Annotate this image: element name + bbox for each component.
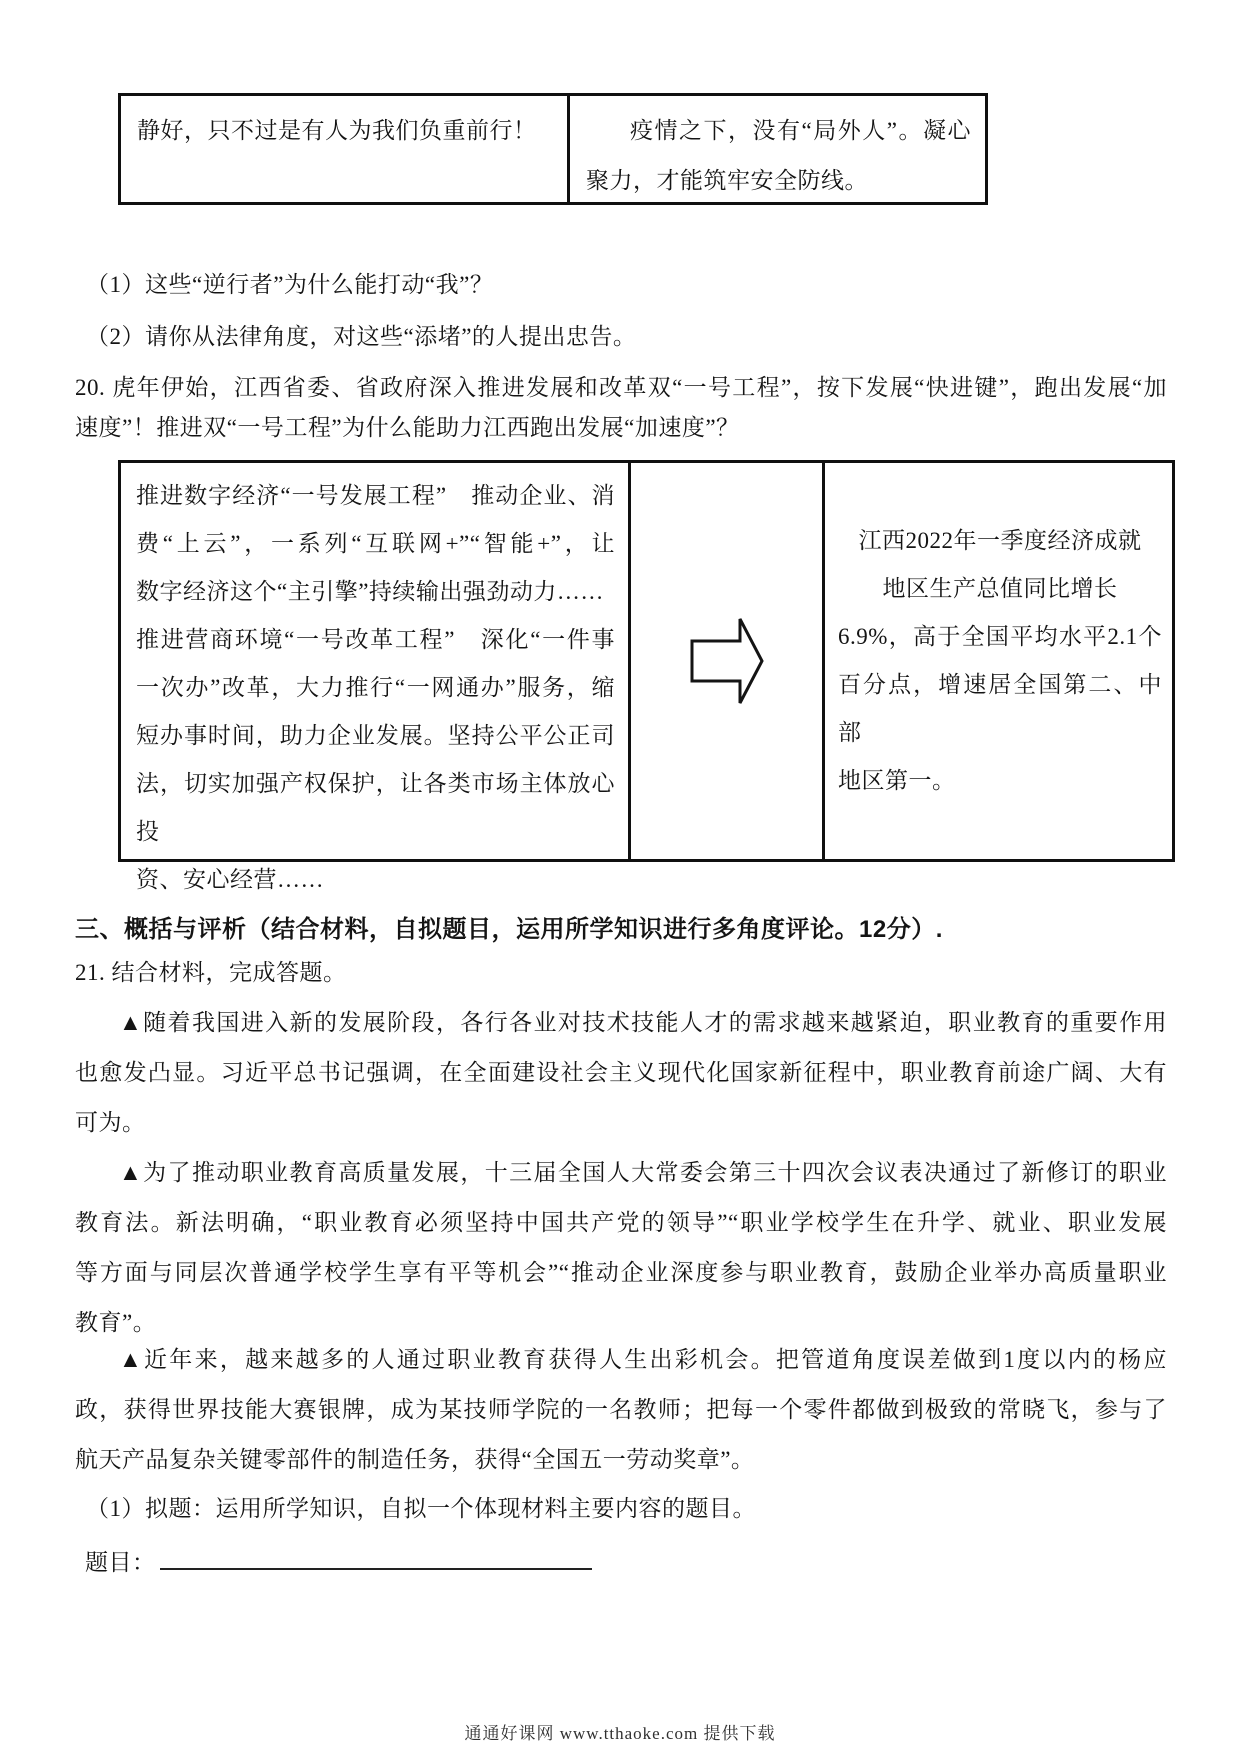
intro-table-left-cell [121, 96, 570, 202]
intro-right-line: 疫情之下，没有“局外人”。凝心 [630, 118, 971, 143]
title-answer-row [85, 1546, 592, 1577]
page-footer: 通通好课网 www.tthaoke.com 提供下载 [464, 1724, 776, 1743]
title-label: 题目： [85, 1550, 156, 1575]
question-20-stem-line: 速度”！推进双“一号工程”为什么能助力江西跑出发展“加速度”？ [75, 415, 740, 440]
q20-measures-line: 数字经济这个“主引擎”持续输出强劲动力…… [136, 579, 604, 604]
q20-measures-line: 短办事时间，助力企业发展。坚持公平公正司 [136, 723, 615, 748]
q20-measures-line: 法，切实加强产权保护，让各类市场主体放心投 [136, 771, 615, 844]
q21-material-line: 政，获得世界技能大赛银牌，成为某技师学院的一名教师；把每一个零件都做到极致的常晓飞，参与了 [75, 1397, 1167, 1422]
q20-result-line: 地区第一。 [838, 768, 956, 793]
q21-material-line: ▲为了推动职业教育高质量发展，十三届全国人大常委会第三十四次会议表决通过了新修订的职业 [119, 1160, 1167, 1185]
q21-material-line: 可为。 [75, 1110, 146, 1135]
intro-table-right-cell [570, 96, 985, 202]
question-20-stem-line: 20. 虎年伊始，江西省委、省政府深入推进发展和改革双“一号工程”，按下发展“快进键”，跑出发展“加 [75, 375, 1167, 400]
q20-measures-line: 费“上云”，一系列“互联网+”“智能+”，让 [136, 531, 615, 556]
intro-quote-table [118, 93, 988, 205]
q20-result-line: 6.9%，高于全国平均水平2.1个 [838, 624, 1162, 649]
q21-material-line: 教育”。 [75, 1310, 157, 1335]
q20-measures-line: 推进数字经济“一号发展工程” 推动企业、消 [136, 483, 615, 508]
question-21-intro: 21. 结合材料，完成答题。 [75, 960, 347, 985]
intro-right-line: 聚力，才能筑牢安全防线。 [586, 168, 868, 193]
q20-measures-line: 资、安心经营…… [136, 867, 324, 892]
q20-measures-line: 一次办”改革，大力推行“一网通办”服务，缩 [136, 675, 615, 700]
section-three-heading: 三、概括与评析（结合材料，自拟题目，运用所学知识进行多角度评论。12分）. [75, 916, 943, 943]
q21-material-line: 航天产品复杂关键零部件的制造任务，获得“全国五一劳动奖章”。 [75, 1447, 755, 1472]
q21-material-line: 等方面与同层次普通学校学生享有平等机会”“推动企业深度参与职业教育，鼓励企业举办高质量职业 [75, 1260, 1167, 1285]
right-block-arrow-icon [690, 615, 764, 707]
q21-material-line: ▲随着我国进入新的发展阶段，各行各业对技术技能人才的需求越来越紧迫，职业教育的重要作用 [119, 1010, 1167, 1035]
question-19-part2: （2）请你从法律角度，对这些“添堵”的人提出忠告。 [86, 324, 637, 349]
q21-material-line: ▲近年来，越来越多的人通过职业教育获得人生出彩机会。把管道角度误差做到1度以内的杨应 [119, 1347, 1167, 1372]
intro-left-text: 静好，只不过是有人为我们负重前行！ [137, 118, 537, 143]
q20-result-cell [825, 463, 1172, 859]
q20-measures-cell [121, 463, 631, 892]
q21-material-3 [75, 1335, 1167, 1485]
q20-result-line: 百分点，增速居全国第二、中部 [838, 672, 1162, 745]
question-20-table [118, 460, 1175, 892]
question-19-part1: （1）这些“逆行者”为什么能打动“我”？ [86, 272, 494, 297]
q21-material-1 [75, 998, 1167, 1148]
q20-result-line: 江西2022年一季度经济成就 [858, 528, 1142, 553]
question-20-stem [75, 368, 1167, 448]
q20-result-line: 地区生产总值同比增长 [882, 576, 1118, 601]
q20-arrow-cell [631, 463, 825, 859]
q21-material-2 [75, 1148, 1167, 1348]
question-21-part1: （1）拟题：运用所学知识，自拟一个体现材料主要内容的题目。 [86, 1496, 756, 1521]
q20-measures-line: 推进营商环境“一号改革工程” 深化“一件事 [136, 627, 615, 652]
answer-blank-line [160, 1546, 592, 1570]
q21-material-line: 也愈发凸显。习近平总书记强调，在全面建设社会主义现代化国家新征程中，职业教育前途广阔、大有 [75, 1060, 1167, 1085]
q21-material-line: 教育法。新法明确，“职业教育必须坚持中国共产党的领导”“职业学校学生在升学、就业、职业发展 [75, 1210, 1167, 1235]
